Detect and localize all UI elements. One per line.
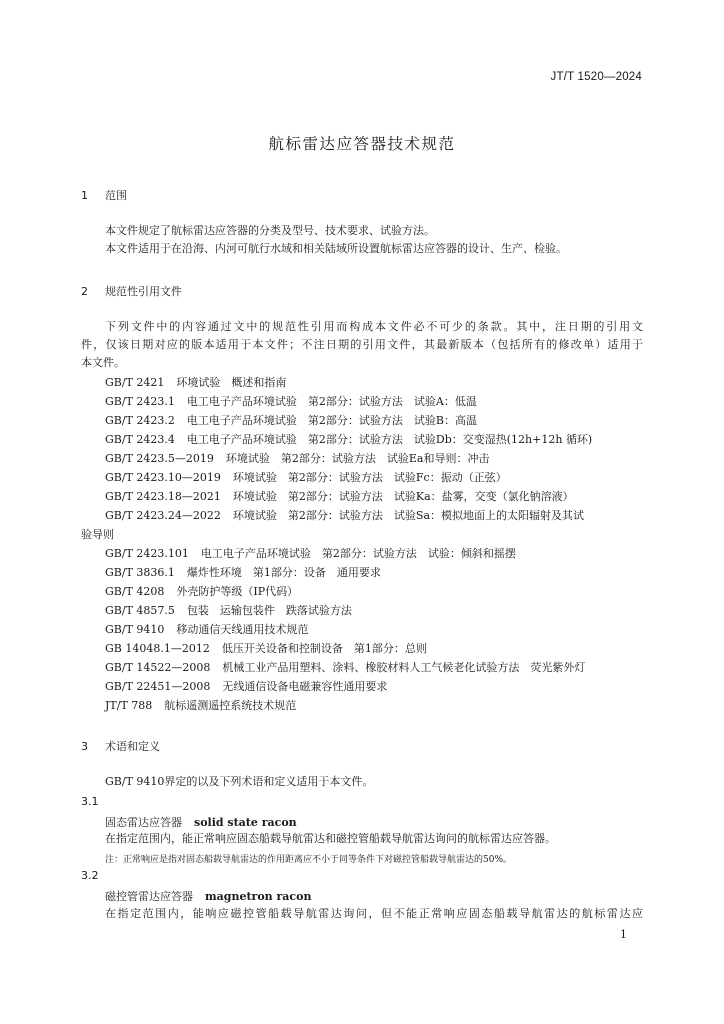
reference-code: GB/T 2423.4 [105,433,175,446]
section-number: 2 [81,285,88,298]
term-definition: 在指定范围内，能正常响应固态船载导航雷达和磁控管船载导航雷达询问的航标雷达应答器。 [105,832,556,845]
term-english: solid state racon [194,816,297,829]
reference-code: GB/T 4208 [105,585,165,598]
standard-code: JT/T 1520—2024 [550,71,642,83]
reference-title: 包装 运输包装件 跌落试验方法 [186,604,352,617]
reference-item [105,507,584,523]
reference-item [105,621,308,637]
section-2-heading [81,283,182,299]
term-chinese: 固态雷达应答器 [105,816,182,829]
page-number: 1 [620,928,627,941]
reference-title: 低压开关设备和控制设备 第1部分：总则 [221,642,427,655]
reference-code: GB/T 2421 [105,376,165,389]
section-title: 术语和定义 [105,740,160,753]
reference-item [105,431,592,447]
reference-item [105,450,490,466]
reference-code: GB 14048.1—2012 [105,642,210,655]
paragraph: GB/T 9410界定的以及下列术语和定义适用于本文件。 [105,775,374,788]
section-title: 范围 [105,189,127,202]
term-number: 3.1 [81,795,99,808]
reference-item [105,393,477,409]
paragraph: 本文件规定了航标雷达应答器的分类及型号、技术要求、试验方法。 [105,224,435,237]
reference-title: 无线通信设备电磁兼容性通用要求 [222,680,388,693]
term-chinese: 磁控管雷达应答器 [105,890,193,903]
reference-code: JT/T 788 [105,699,153,712]
reference-item [105,488,574,504]
reference-title: 电工电子产品环境试验 第2部分：试验方法 试验B：高温 [186,414,477,427]
reference-item [105,659,585,675]
reference-code: GB/T 9410 [105,623,165,636]
term-entry [105,888,311,904]
reference-code: GB/T 2423.5—2019 [105,452,214,465]
reference-title: 机械工业产品用塑料、涂料、橡胶材料人工气候老化试验方法 荧光紫外灯 [222,661,586,674]
reference-title: 航标遥测遥控系统技术规范 [164,699,297,712]
reference-item [105,469,507,485]
reference-code: GB/T 2423.1 [105,395,175,408]
reference-code: GB/T 14522—2008 [105,661,211,674]
reference-title: 环境试验 第2部分：试验方法 试验Sa：模拟地面上的太阳辐射及其试 [232,509,584,522]
term-note: 注：正常响应是指对固态船载导航雷达的作用距离应不小于同等条件下对磁控管船载导航雷达的50%。 [105,855,513,865]
document-title: 航标雷达应答器技术规范 [268,135,456,153]
reference-code: GB/T 2423.24—2022 [105,509,221,522]
reference-code: GB/T 2423.2 [105,414,175,427]
paragraph-line: 下列文件中的内容通过文中的规范性引用而构成本文件必不可少的条款。其中，注日期的引用文 [105,320,643,333]
term-entry [105,814,297,830]
reference-item [105,640,427,656]
paragraph-line: 本文件。 [81,356,125,369]
reference-item [105,678,387,694]
reference-title: 验导则 [81,528,114,541]
reference-code: GB/T 2423.101 [105,547,189,560]
section-number: 3 [81,740,88,753]
reference-title: 环境试验 第2部分：试验方法 试验Fc：振动（正弦） [232,471,507,484]
reference-item [105,697,296,713]
reference-continuation [81,526,114,542]
reference-title: 环境试验 第2部分：试验方法 试验Ka：盐雾，交变（氯化钠溶液） [232,490,574,503]
reference-code: GB/T 4857.5 [105,604,175,617]
section-title: 规范性引用文件 [105,285,182,298]
reference-code: GB/T 2423.10—2019 [105,471,221,484]
section-number: 1 [81,189,88,202]
reference-item [105,602,352,618]
section-3-heading [81,738,160,754]
term-number: 3.2 [81,869,99,882]
paragraph-line: 件，仅该日期对应的版本适用于本文件；不注日期的引用文件，其最新版本（包括所有的修改单）适用于 [81,338,643,351]
reference-code: GB/T 2423.18—2021 [105,490,221,503]
term-definition: 在指定范围内，能响应磁控管船载导航雷达询问，但不能正常响应固态船载导航雷达的航标雷达应 [105,907,643,920]
reference-title: 电工电子产品环境试验 第2部分：试验方法 试验Db：交变湿热(12h+12h 循环) [186,433,593,446]
term-english: magnetron racon [205,890,312,903]
reference-item [105,564,381,580]
reference-item [105,374,286,390]
reference-title: 环境试验 第2部分：试验方法 试验Ea和导则：冲击 [225,452,490,465]
reference-title: 环境试验 概述和指南 [176,376,287,389]
section-1-heading [81,187,127,203]
reference-title: 爆炸性环境 第1部分：设备 通用要求 [186,566,381,579]
reference-item [105,583,298,599]
reference-code: GB/T 3836.1 [105,566,175,579]
reference-code: GB/T 22451—2008 [105,680,211,693]
reference-title: 外壳防护等级（IP代码） [176,585,299,598]
reference-item [105,412,477,428]
paragraph: 本文件适用于在沿海、内河可航行水域和相关陆域所设置航标雷达应答器的设计、生产、检验。 [105,242,567,255]
reference-title: 电工电子产品环境试验 第2部分：试验方法 试验A：低温 [186,395,477,408]
reference-title: 移动通信天线通用技术规范 [176,623,309,636]
reference-item [105,545,516,561]
reference-title: 电工电子产品环境试验 第2部分：试验方法 试验：倾斜和摇摆 [200,547,516,560]
